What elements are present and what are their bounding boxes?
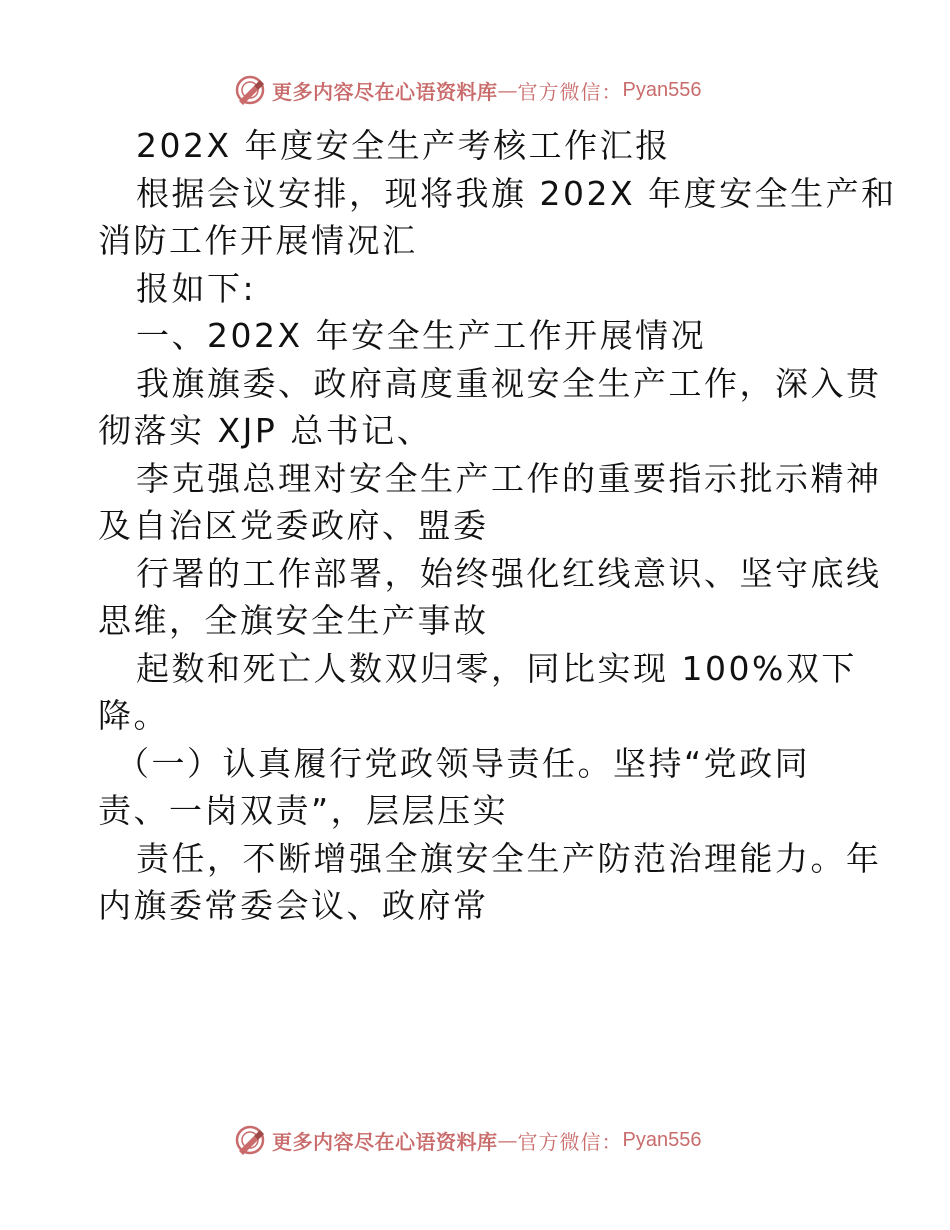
text-line: 我旗旗委、政府高度重视安全生产工作，深入贯 — [136, 363, 882, 403]
text-line: 起数和死亡人数双归零，同比实现 100%双下 — [136, 648, 857, 688]
header-watermark — [234, 70, 701, 110]
text-line: 及自治区党委政府、盟委 — [98, 506, 489, 545]
text-line: 降。 — [98, 696, 169, 735]
text-line: 报如下: — [136, 268, 257, 308]
pen-logo-icon — [234, 74, 266, 106]
text-line: 责任，不断增强全旗安全生产防范治理能力。年 — [136, 838, 882, 878]
watermark-main-text: 更多内容尽在心语资料库 — [272, 1129, 498, 1154]
text-line: 内旗委常委会议、政府常 — [98, 886, 489, 925]
text-line: 一、202X 年安全生产工作开展情况 — [136, 316, 707, 355]
watermark-main-text: 更多内容尽在心语资料库 — [272, 79, 498, 104]
watermark-official-label: 官方微信： — [517, 1129, 623, 1154]
pen-logo-icon — [234, 1124, 266, 1156]
text-line: 行署的工作部署，始终强化红线意识、坚守底线 — [136, 553, 882, 593]
text-line: 李克强总理对安全生产工作的重要指示批示精神 — [136, 458, 882, 498]
watermark-dash: — — [497, 78, 518, 102]
watermark-official-label: 官方微信： — [517, 79, 623, 104]
footer-watermark — [234, 1120, 701, 1160]
text-line: 责、一岗双责”，层层压实 — [98, 791, 509, 830]
watermark-dash: — — [497, 1128, 518, 1152]
text-line: 消防工作开展情况汇 — [98, 221, 418, 260]
watermark-wechat-id: Pyan556 — [622, 1128, 702, 1151]
text-line: 思维，全旗安全生产事故 — [98, 601, 489, 640]
document-body — [98, 122, 897, 930]
text-line: 彻落实 XJP 总书记、 — [98, 411, 433, 450]
text-line: （一）认真履行党政领导责任。坚持“党政同 — [116, 743, 811, 783]
text-line: 根据会议安排，现将我旗 202X 年度安全生产和 — [136, 173, 897, 213]
watermark-wechat-id: Pyan556 — [622, 78, 702, 101]
text-line: 202X 年度安全生产考核工作汇报 — [136, 126, 671, 165]
